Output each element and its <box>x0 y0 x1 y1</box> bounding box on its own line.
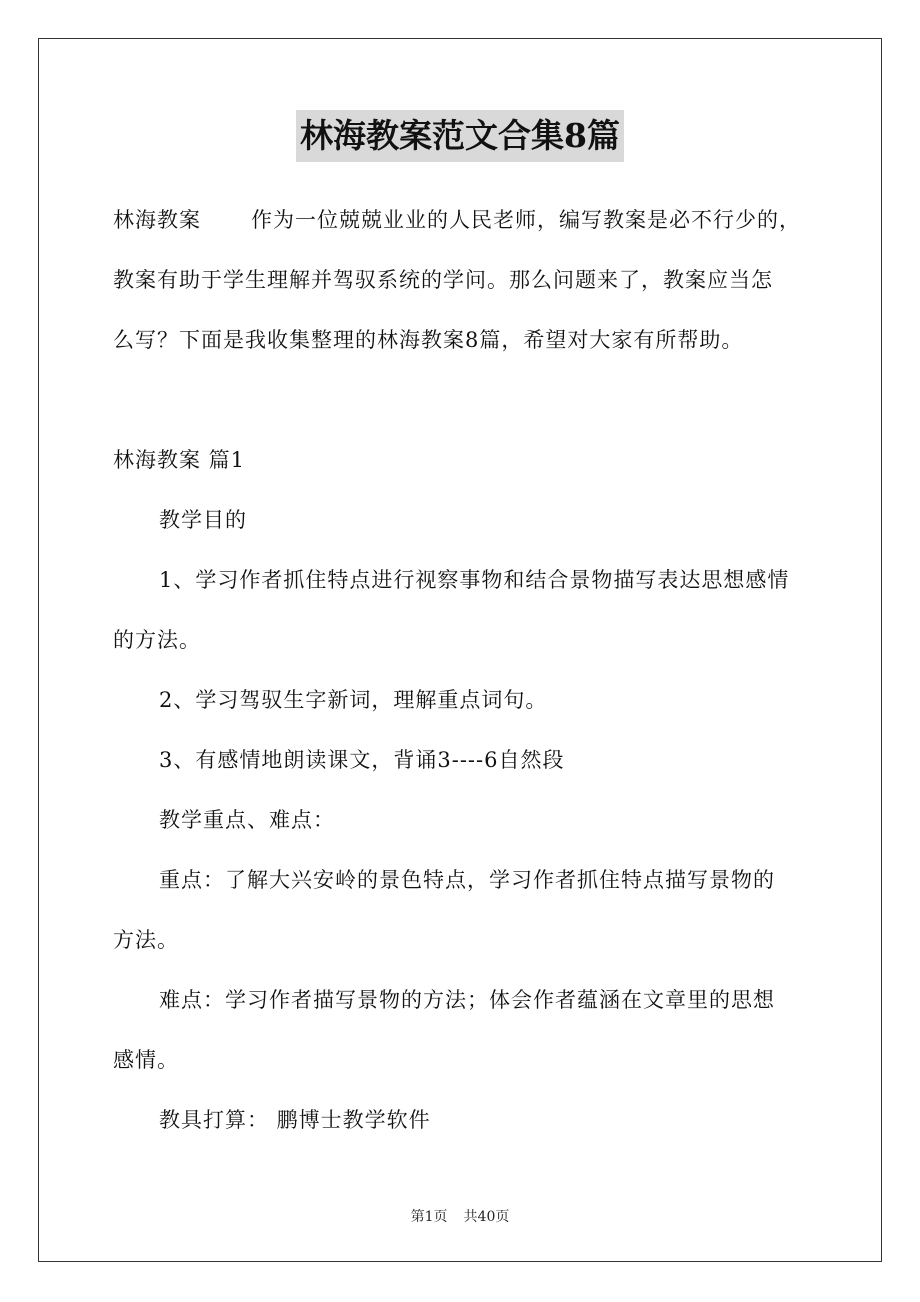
page-number: 第1页 <box>410 1209 448 1225</box>
document-title: 林海教案范文合集8篇 <box>296 110 624 162</box>
objective-2: 2、学习驾驭生字新词，理解重点词句。 <box>159 688 548 712</box>
intro-line-1 <box>113 190 813 250</box>
key-point-line-1: 重点：了解大兴安岭的景色特点，学习作者抓住特点描写景物的 <box>159 868 775 892</box>
key-point-line-2: 方法。 <box>113 928 179 952</box>
objective-title: 教学目的 <box>159 508 247 532</box>
difficulty-line-2: 感情。 <box>113 1048 179 1072</box>
section-heading: 林海教案 篇1 <box>113 448 246 472</box>
intro-text-1: 作为一位兢兢业业的人民老师，编写教案是必不行少的， <box>251 208 801 232</box>
objective-1-line-2: 的方法。 <box>113 628 201 652</box>
objective-3: 3、有感情地朗读课文，背诵3----6自然段 <box>159 748 565 772</box>
intro-line-2: 教案有助于学生理解并驾驭系统的学问。那么问题来了，教案应当怎 <box>113 268 773 292</box>
page-footer <box>0 1206 920 1226</box>
section-spacer <box>113 370 813 430</box>
document-body <box>113 190 813 1150</box>
intro-line-3: 么写？下面是我收集整理的林海教案8篇，希望对大家有所帮助。 <box>113 328 744 352</box>
objective-1-line-1: 1、学习作者抓住特点进行视察事物和结合景物描写表达思想感情 <box>159 568 790 592</box>
title-container <box>0 110 920 162</box>
page-total: 共40页 <box>463 1209 510 1225</box>
keypoints-title: 教学重点、难点： <box>159 808 335 832</box>
difficulty-line-1: 难点：学习作者描写景物的方法；体会作者蕴涵在文章里的思想 <box>159 988 775 1012</box>
intro-lead: 林海教案 <box>113 208 201 232</box>
teaching-tools: 教具打算： 鹏博士教学软件 <box>159 1108 431 1132</box>
